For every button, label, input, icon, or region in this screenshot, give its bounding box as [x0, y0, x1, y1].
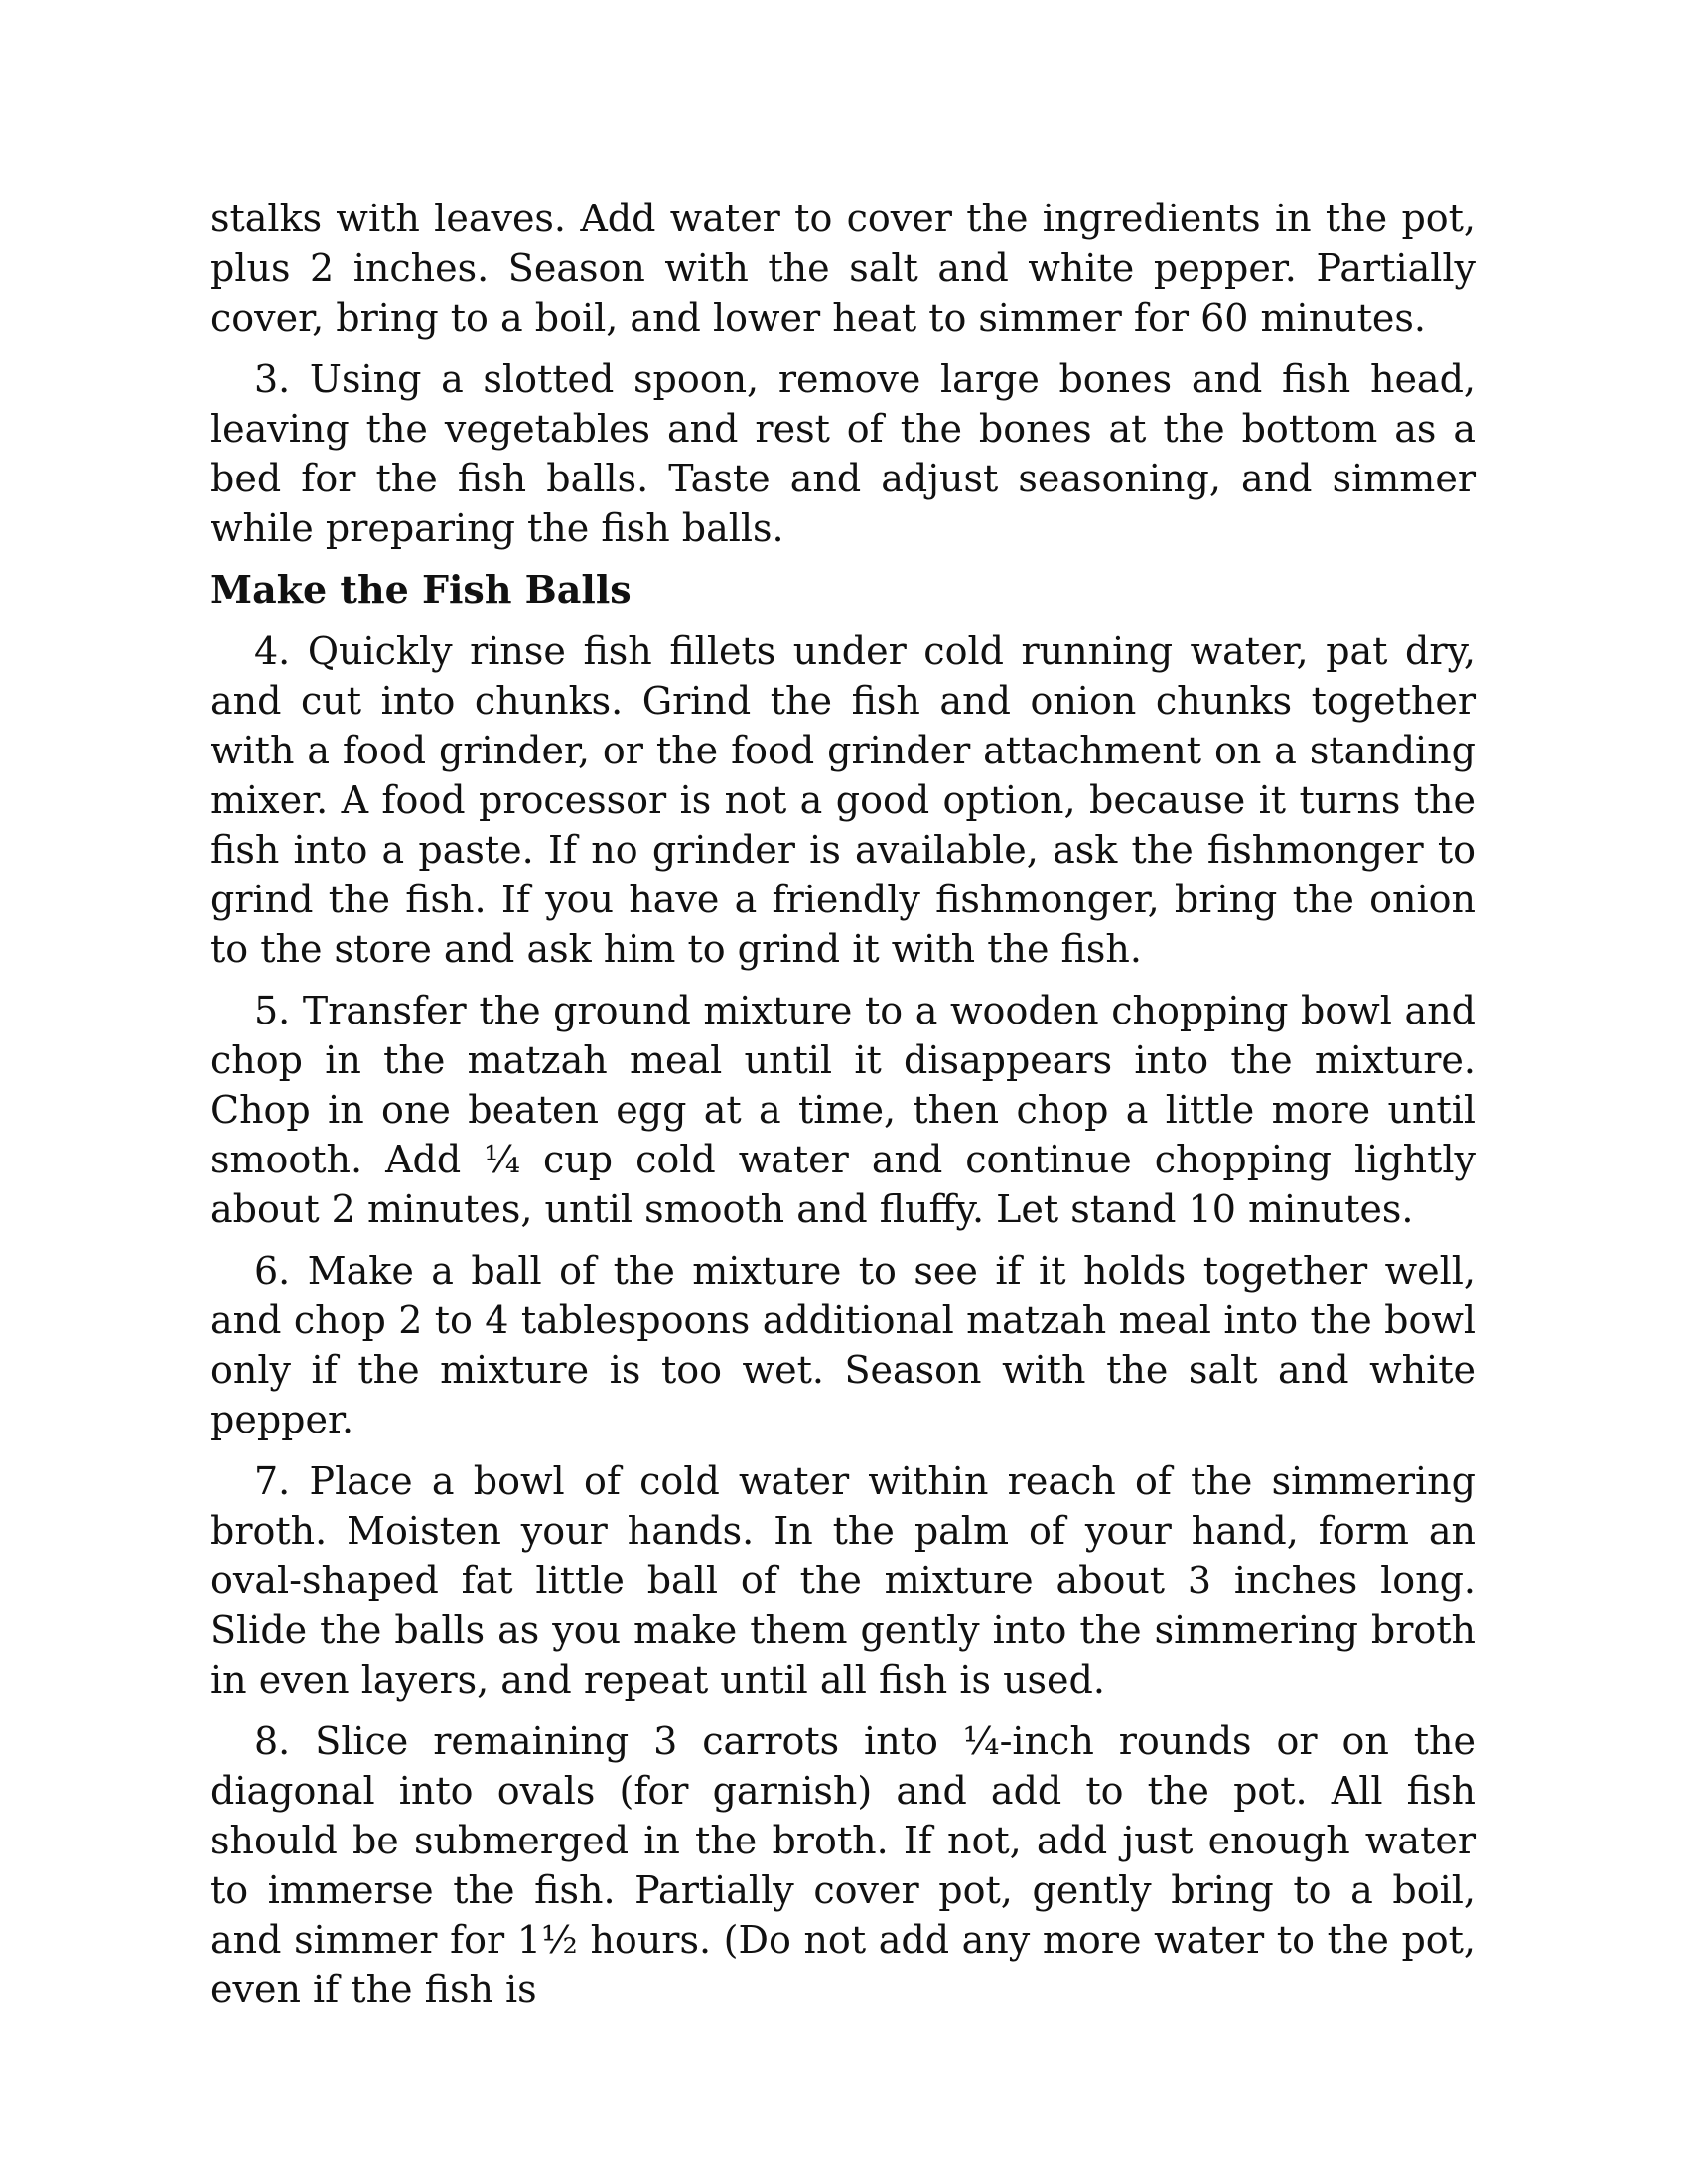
- recipe-page: [211, 194, 1476, 2026]
- paragraph-continuation: stalks with leaves. Add water to cover the ingredients in the pot, plus 2 inches. Season with the salt and white pepper. Partially cover, bring to a boil, and lower heat to simmer for 60 minutes.: [211, 197, 1476, 340]
- step-3-paragraph: 3. Using a slotted spoon, remove large bones and fish head, leaving the vegetables and rest of the bones at the bottom as a bed for the fish balls. Taste and adjust seasoning, and simmer while preparing the fish balls.: [211, 357, 1476, 550]
- step-4-paragraph: 4. Quickly rinse fish fillets under cold running water, pat dry, and cut into chunks. Grind the fish and onion chunks together with a food grinder, or the food grinder attachment on a standing mixer. A food processor is not a good option, because it turns the fish into a paste. If no grinder is available, ask the fishmonger to grind the fish. If you have a friendly fishmonger, bring the onion to the store and ask him to grind it with the fish.: [211, 629, 1476, 971]
- step-8-paragraph: 8. Slice remaining 3 carrots into ¼-inch rounds or on the diagonal into ovals (for garnish) and add to the pot. All fish should be submerged in the broth. If not, add just enough water to immerse the fish. Partially cover pot, gently bring to a boil, and simmer for 1½ hours. (Do not add any more water to the pot, even if the fish is: [211, 1719, 1476, 2011]
- step-6-paragraph: 6. Make a ball of the mixture to see if it holds together well, and chop 2 to 4 tablespoons additional matzah meal into the bowl only if the mixture is too wet. Season with the salt and white pepper.: [211, 1249, 1476, 1441]
- section-heading: Make the Fish Balls: [211, 567, 632, 612]
- step-7-paragraph: 7. Place a bowl of cold water within reach of the simmering broth. Moisten your hands. In the palm of your hand, form an oval-shaped fat little ball of the mixture about 3 inches long. Slide the balls as you make them gently into the simmering broth in even layers, and repeat until all fish is used.: [211, 1459, 1476, 1702]
- step-5-paragraph: 5. Transfer the ground mixture to a wooden chopping bowl and chop in the matzah meal until it disappears into the mixture. Chop in one beaten egg at a time, then chop a little more until smooth. Add ¼ cup cold water and continue chopping lightly about 2 minutes, until smooth and fluffy. Let stand 10 minutes.: [211, 989, 1476, 1231]
